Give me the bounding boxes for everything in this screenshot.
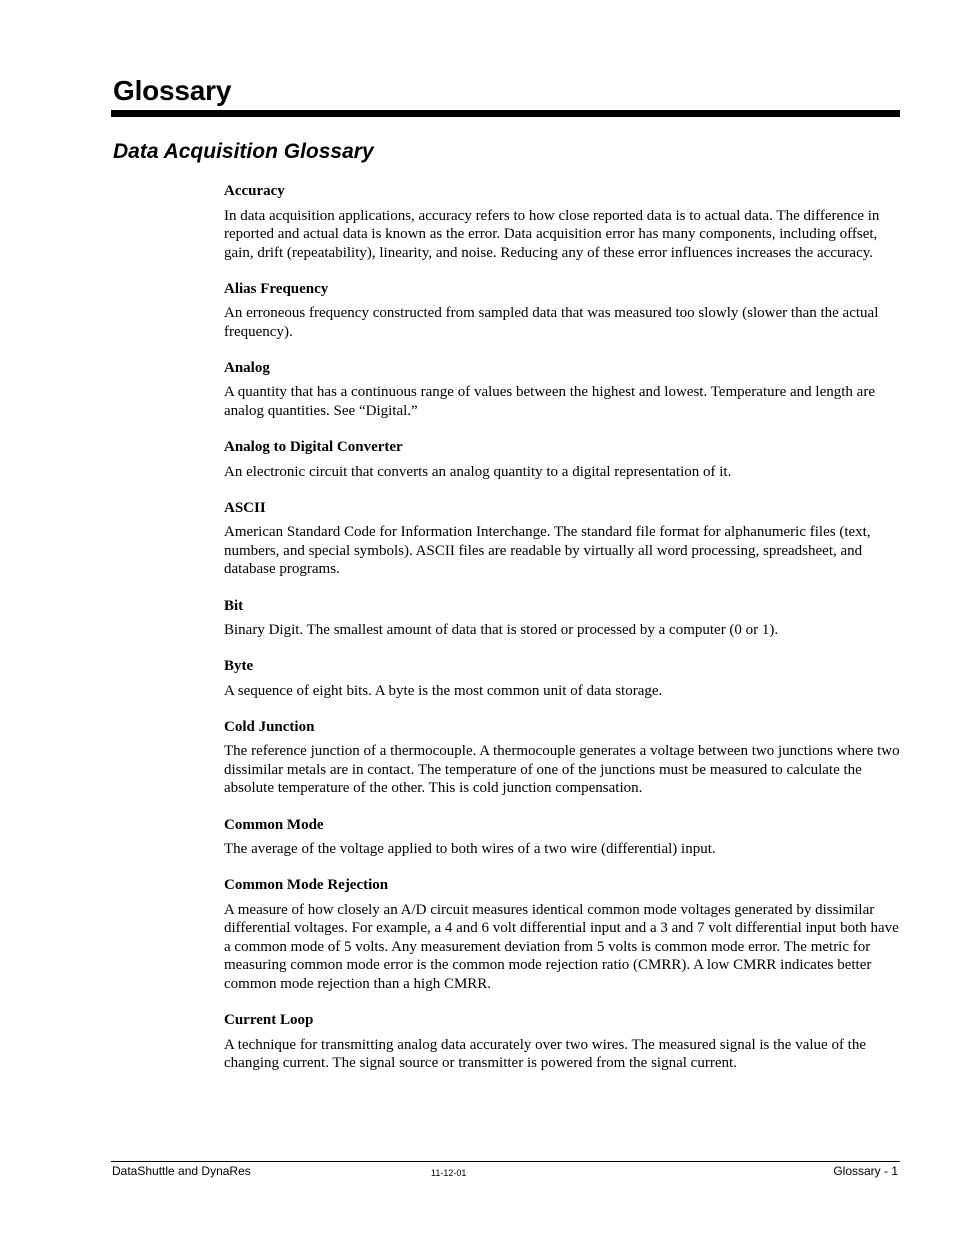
glossary-term: Analog <box>224 359 270 376</box>
glossary-entry <box>224 182 902 262</box>
glossary-definition: A quantity that has a continuous range of values between the highest and lowest. Temperature and length are analog quantities. See “Digital.” <box>224 384 875 420</box>
glossary-definition: An electronic circuit that converts an analog quantity to a digital representation of it. <box>224 463 732 480</box>
glossary-entry <box>224 876 902 993</box>
glossary-entry <box>224 597 902 640</box>
glossary-entry <box>224 657 902 700</box>
glossary-definition: The reference junction of a thermocouple. A thermocouple generates a voltage between two junctions where two dissimilar metals are in contact. The temperature of one of the junctions must be measured to calculate the absolute temperature of the other. This is cold junction compensation. <box>224 743 900 797</box>
title-divider <box>111 110 900 117</box>
glossary-term: Common Mode <box>224 816 324 833</box>
glossary-definition: An erroneous frequency constructed from sampled data that was measured too slowly (slower than the actual frequency). <box>224 305 879 340</box>
footer-divider <box>111 1161 900 1162</box>
glossary-term: Current Loop <box>224 1012 314 1029</box>
glossary-definition: The average of the voltage applied to both wires of a two wire (differential) input. <box>224 841 716 857</box>
glossary-term: ASCII <box>224 499 266 516</box>
glossary-list <box>224 182 902 1090</box>
section-heading: Data Acquisition Glossary <box>113 140 374 163</box>
glossary-term: Byte <box>224 658 254 675</box>
glossary-entry <box>224 816 902 859</box>
glossary-term: Cold Junction <box>224 718 315 735</box>
glossary-term: Alias Frequency <box>224 280 329 297</box>
glossary-term: Common Mode Rejection <box>224 877 389 894</box>
glossary-term: Analog to Digital Converter <box>224 439 403 456</box>
glossary-entry <box>224 1011 902 1073</box>
glossary-entry <box>224 718 902 798</box>
glossary-entry <box>224 359 902 421</box>
page-title: Glossary <box>113 75 232 106</box>
glossary-definition: A measure of how closely an A/D circuit measures identical common mode voltages generated by dissimilar differential voltages. For example, a 4 and 6 volt differential input and a 3 and 7 volt differential input both have a common mode of 5 volts. Any measurement deviation from 5 volts is common mode error. The metric for measuring common mode error is the common mode rejection ratio (CMRR). A low CMRR indicates better common mode rejection than a high CMRR. <box>224 901 899 992</box>
glossary-term: Accuracy <box>224 183 285 199</box>
glossary-definition: A sequence of eight bits. A byte is the most common unit of data storage. <box>224 682 663 699</box>
glossary-definition: In data acquisition applications, accuracy refers to how close reported data is to actual data. The difference in reported and actual data is known as the error. Data acquisition error has many components, including offset, gain, drift (repeatability), linearity, and noise. Reducing any of these error influences increases the accuracy. <box>224 207 880 261</box>
glossary-term: Bit <box>224 597 244 614</box>
glossary-definition: A technique for transmitting analog data accurately over two wires. The measured signal is the value of the changing current. The signal source or transmitter is powered from the signal current. <box>224 1036 867 1072</box>
glossary-entry <box>224 499 902 579</box>
footer-page-number: Glossary - 1 <box>833 1164 898 1178</box>
footer-date: 11-12-01 <box>431 1168 467 1178</box>
glossary-entry <box>224 438 902 481</box>
glossary-definition: Binary Digit. The smallest amount of data that is stored or processed by a computer (0 or 1). <box>224 622 779 639</box>
glossary-definition: American Standard Code for Information Interchange. The standard file format for alphanumeric files (text, numbers, and special symbols). ASCII files are readable by virtually all word processing, spreadsheet, and database programs. <box>224 524 871 578</box>
glossary-entry <box>224 280 902 342</box>
footer-product-name: DataShuttle and DynaRes <box>112 1164 251 1178</box>
